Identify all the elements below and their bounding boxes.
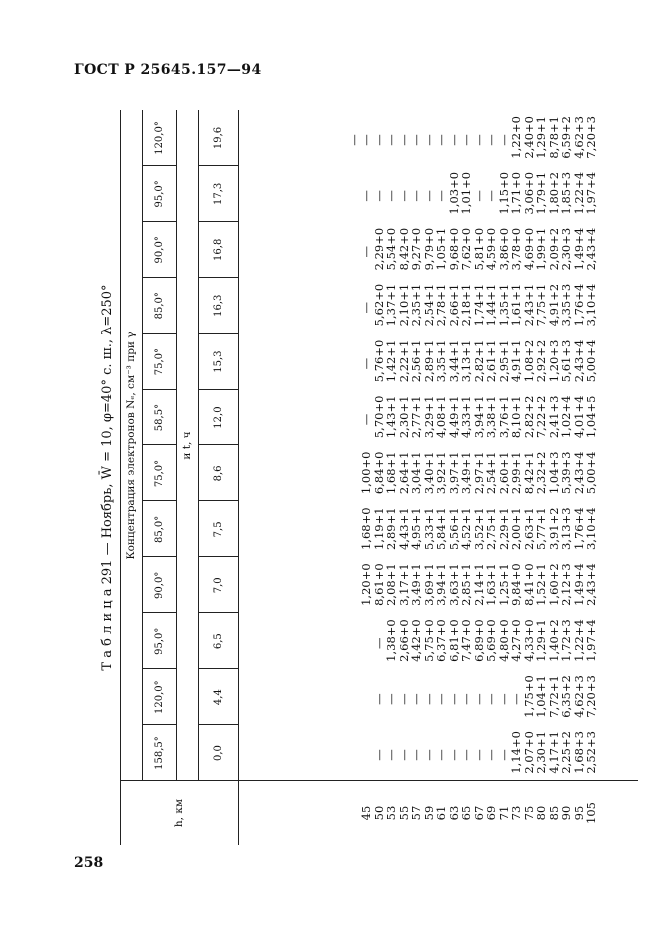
- table-cell: 5,56+1: [446, 507, 461, 550]
- table-cell: —: [471, 134, 486, 146]
- table-cell: 2,12+3: [559, 563, 573, 606]
- table-cell: —: [396, 749, 411, 761]
- table-cell: 2,43+1: [521, 283, 536, 327]
- table-cell: 1,99+1: [534, 227, 548, 271]
- table-cell: 3,44+1: [446, 339, 461, 383]
- table-cell: 8,41+0: [521, 563, 536, 606]
- table-cell: 2,82+1: [471, 339, 486, 383]
- table-cell: 8,42+0: [396, 227, 411, 271]
- table-cell: 3,49+1: [409, 563, 423, 606]
- table-cell: 2,30+1: [396, 395, 411, 439]
- gamma-header-cell: 75,0°: [153, 459, 165, 488]
- table-cell: 2,08+1: [384, 563, 398, 606]
- height-label: 105: [584, 802, 598, 824]
- table-cell: —: [359, 134, 373, 146]
- table-cell: 4,43+1: [396, 507, 411, 550]
- concentration-group-header: Концентрация электронов Nₑ, см⁻³ при γ: [125, 331, 137, 560]
- table-cell: —: [446, 693, 461, 705]
- table-cell: 4,95+1: [409, 507, 423, 550]
- table-cell: 1,68+1: [384, 451, 398, 495]
- table-cell: 4,91+1: [509, 339, 523, 383]
- table-cell: 1,03+0: [446, 171, 461, 215]
- height-label: 67: [471, 805, 486, 821]
- table-cell: —: [409, 693, 423, 705]
- table-cell: 7,20+3: [584, 675, 598, 718]
- height-column-header: h, км: [173, 798, 185, 828]
- table-cell: 2,54+1: [421, 283, 436, 327]
- table-cell: 5,61+3: [559, 339, 573, 383]
- table-cell: 3,10+4: [584, 507, 598, 550]
- table-cell: 1,76+4: [571, 507, 586, 550]
- table-cell: 9,27+0: [409, 227, 423, 271]
- height-label: 90: [559, 805, 573, 821]
- table-cell: —: [359, 357, 373, 370]
- table-cell: 2,52+3: [584, 731, 598, 774]
- table-cell: —: [371, 749, 386, 761]
- table-cell: 1,04+1: [534, 675, 548, 718]
- table-cell: 1,68+0: [359, 507, 373, 550]
- table-cell: 2,22+1: [396, 339, 411, 383]
- time-header: и t, ч: [181, 431, 193, 460]
- table-cell: 7,22+2: [534, 395, 548, 439]
- table-cell: 3,40+1: [421, 451, 436, 495]
- table-cell: 1,80+2: [546, 171, 561, 215]
- table-cell: 2,92+2: [534, 339, 548, 383]
- table-cell: 5,62+0: [371, 283, 386, 327]
- table-cell: 1,44+1: [484, 283, 498, 327]
- table-cell: 1,72+3: [559, 619, 573, 662]
- time-header-cell: 7,5: [212, 521, 224, 538]
- table-cell: 5,33+1: [421, 507, 436, 550]
- table-cell: 3,13+3: [559, 507, 573, 550]
- table-cell: 2,35+1: [409, 283, 423, 327]
- table-cell: 8,78+1: [546, 116, 561, 159]
- height-label: 45: [359, 805, 373, 821]
- table-cell: 2,97+1: [471, 451, 486, 495]
- time-header-cell: 15,3: [212, 350, 224, 373]
- table-cell: 1,25+1: [496, 563, 511, 606]
- table-cell: 2,09+2: [546, 227, 561, 271]
- rotated-table-block: [96, 110, 638, 845]
- table-cell: 1,49+4: [571, 227, 586, 271]
- table-cell: 2,99+1: [509, 451, 523, 495]
- table-cell: 1,35+1: [496, 283, 511, 327]
- table-cell: 2,54+1: [484, 451, 498, 495]
- table-cell: 6,37+0: [434, 619, 448, 662]
- table-cell: 3,92+1: [434, 451, 448, 495]
- table-cell: 2,18+1: [459, 283, 473, 327]
- table-cell: 1,14+0: [509, 731, 523, 774]
- table-cell: 1,29+1: [534, 116, 548, 159]
- table-cell: 3,29+1: [421, 395, 436, 439]
- gamma-header-cell: 120,0°: [153, 680, 165, 714]
- table-cell: 1,40+2: [546, 619, 561, 662]
- table-cell: 1,04+3: [546, 451, 561, 495]
- table-cell: 6,35+2: [559, 675, 573, 718]
- gamma-header-cell: 90,0°: [153, 571, 165, 599]
- table-cell: 5,70+0: [371, 395, 386, 439]
- table-cell: 2,43+4: [584, 227, 598, 271]
- table-cell: 3,38+1: [484, 395, 498, 439]
- table-cell: 5,77+1: [534, 507, 548, 550]
- time-header-cell: 12,0: [212, 406, 224, 429]
- table-cell: —: [496, 134, 511, 146]
- table-cell: 1,97+4: [584, 171, 598, 215]
- table-cell: —: [409, 749, 423, 761]
- table-cell: —: [471, 693, 486, 705]
- table-cell: 3,04+1: [409, 451, 423, 495]
- table-cell: 1,04+5: [584, 395, 598, 439]
- table-cell: 1,38+0: [384, 619, 398, 662]
- table-cell: 9,84+0: [509, 563, 523, 606]
- table-cell: 6,81+0: [446, 619, 461, 662]
- table-cell: —: [421, 190, 436, 202]
- table-cell: —: [446, 749, 461, 761]
- height-label: 59: [421, 805, 436, 821]
- table-cell: 3,10+4: [584, 283, 598, 327]
- table-cell: 2,00+1: [509, 507, 523, 550]
- table-cell: —: [396, 190, 411, 202]
- table-cell: 3,86+0: [496, 227, 511, 271]
- table-cell: 6,59+2: [559, 116, 573, 159]
- table-cell: 2,10+1: [396, 283, 411, 327]
- gamma-header-cell: 95,0°: [153, 627, 165, 655]
- gamma-header-cell: 90,0°: [153, 236, 165, 264]
- table-cell: 1,76+4: [571, 283, 586, 327]
- table-cell: —: [384, 190, 398, 202]
- table-cell: —: [434, 749, 448, 761]
- height-label: 57: [409, 805, 423, 821]
- table-cell: 2,43+4: [584, 563, 598, 606]
- table-cell: 3,91+2: [546, 507, 561, 550]
- gamma-header-cell: 85,0°: [153, 292, 165, 320]
- table-cell: 2,32+2: [534, 451, 548, 495]
- table-cell: 1,42+1: [384, 339, 398, 383]
- table-cell: —: [496, 693, 511, 705]
- table-cell: 1,97+4: [584, 619, 598, 662]
- table-cell: —: [459, 693, 473, 705]
- height-label: 61: [434, 805, 448, 821]
- table-cell: 2,14+1: [471, 563, 486, 606]
- table-cell: 5,39+3: [559, 451, 573, 495]
- table-cell: 4,91+2: [546, 283, 561, 327]
- height-label: 69: [484, 805, 498, 821]
- table-cell: —: [371, 637, 386, 649]
- table-cell: 5,69+0: [484, 619, 498, 662]
- table-cell: 6,84+0: [371, 451, 386, 495]
- table-cell: 3,13+1: [459, 339, 473, 383]
- table-cell: —: [471, 190, 486, 202]
- table-cell: 2,43+4: [571, 339, 586, 383]
- gamma-header-cell: 158,5°: [153, 736, 165, 770]
- table-cell: 1,49+4: [571, 563, 586, 606]
- table-cell: 2,07+0: [521, 731, 536, 774]
- table-cell: 2,89+1: [384, 507, 398, 550]
- table-cell: —: [359, 190, 373, 202]
- table-cell: 3,94+1: [434, 563, 448, 606]
- time-header-cell: 6,5: [212, 633, 224, 650]
- table-cell: 3,17+1: [396, 563, 411, 606]
- table-cell: 5,84+1: [434, 507, 448, 550]
- table-cell: 4,17+1: [546, 731, 561, 774]
- table-cell: 1,71+0: [509, 171, 523, 215]
- table-cell: 4,27+0: [509, 619, 523, 662]
- table-cell: 1,20+0: [359, 563, 373, 606]
- gamma-header-cell: 120,0°: [153, 121, 165, 155]
- gamma-header-cell: 95,0°: [153, 180, 165, 208]
- table-cell: 2,30+3: [559, 227, 573, 271]
- table-cell: 2,30+1: [534, 731, 548, 774]
- table-cell: 1,02+4: [559, 395, 573, 439]
- table-caption: Т а б л и ц а 291 — Ноябрь, W̄ = 10, φ=40° с. ш., λ=250°: [100, 284, 115, 671]
- table-cell: 2,66+0: [396, 619, 411, 662]
- table-cell: —: [409, 134, 423, 146]
- table-cell: —: [434, 134, 448, 146]
- table-cell: 2,78+1: [434, 283, 448, 327]
- table-cell: 2,77+1: [409, 395, 423, 439]
- table-cell: 8,42+1: [521, 451, 536, 495]
- table-cell: 2,64+1: [396, 451, 411, 495]
- time-header-cell: 0,0: [212, 745, 224, 761]
- table-cell: —: [346, 134, 361, 146]
- table-cell: —: [484, 693, 498, 705]
- table-cell: 2,41+3: [546, 395, 561, 439]
- table-cell: 2,89+1: [421, 339, 436, 383]
- table-cell: 3,35+1: [434, 339, 448, 383]
- table-cell: —: [409, 190, 423, 202]
- height-label: 50: [371, 805, 386, 821]
- table-cell: —: [384, 749, 398, 761]
- table-cell: 2,63+1: [521, 507, 536, 550]
- table-cell: 5,00+4: [584, 339, 598, 383]
- table-cell: 1,60+2: [546, 563, 561, 606]
- table-cell: 3,78+0: [509, 227, 523, 271]
- table-cell: —: [371, 693, 386, 705]
- height-label: 80: [534, 805, 548, 821]
- table-cell: 1,05+1: [434, 227, 448, 271]
- table-cell: 9,79+0: [421, 227, 436, 271]
- table-cell: 4,33+0: [521, 619, 536, 662]
- table-cell: 1,15+0: [496, 171, 511, 215]
- table-cell: 2,40+0: [521, 116, 536, 159]
- table-cell: 7,47+0: [459, 619, 473, 662]
- header-bottom-rule: [238, 110, 239, 845]
- table-cell: 4,08+1: [434, 395, 448, 439]
- height-label: 95: [571, 805, 586, 821]
- table-cell: 4,69+0: [521, 227, 536, 271]
- table-cell: 5,54+0: [384, 227, 398, 271]
- time-header-cell: 16,8: [212, 238, 224, 261]
- table-cell: 5,00+4: [584, 451, 598, 495]
- table-cell: 1,22+4: [571, 171, 586, 215]
- table-cell: 4,49+1: [446, 395, 461, 439]
- table-cell: 1,01+0: [459, 171, 473, 215]
- table-cell: —: [396, 134, 411, 146]
- table-cell: 1,29+1: [534, 619, 548, 662]
- data-table: [120, 110, 638, 845]
- table-cell: 1,63+1: [484, 563, 498, 606]
- table-cell: 3,63+1: [446, 563, 461, 606]
- table-cell: 3,97+1: [446, 451, 461, 495]
- table-cell: 4,80+0: [496, 619, 511, 662]
- height-label: 73: [509, 805, 523, 821]
- table-cell: 2,56+1: [409, 339, 423, 383]
- table-cell: 3,06+0: [521, 171, 536, 215]
- table-cell: —: [434, 693, 448, 705]
- table-cell: 1,22+0: [509, 116, 523, 159]
- gamma-header-cell: 58,5°: [153, 403, 165, 432]
- height-label: 75: [521, 805, 536, 821]
- table-cell: 4,01+4: [571, 395, 586, 439]
- table-cell: 1,68+3: [571, 731, 586, 774]
- table-cell: 2,85+1: [459, 563, 473, 606]
- table-cell: 4,62+3: [571, 675, 586, 718]
- table-cell: —: [484, 190, 498, 202]
- height-label: 65: [459, 805, 473, 821]
- table-cell: —: [484, 749, 498, 761]
- table-cell: —: [384, 693, 398, 705]
- height-label: 53: [384, 805, 398, 821]
- height-label: 63: [446, 805, 461, 821]
- table-cell: 2,29+1: [496, 507, 511, 550]
- table-cell: 2,82+2: [521, 395, 536, 439]
- time-header-cell: 4,4: [212, 689, 224, 706]
- table-cell: —: [446, 134, 461, 146]
- table-cell: —: [434, 190, 448, 202]
- table-cell: —: [359, 413, 373, 426]
- table-cell: 6,89+0: [471, 619, 486, 662]
- table-cell: —: [421, 693, 436, 705]
- table-cell: 1,43+1: [384, 395, 398, 439]
- gamma-header-cell: 75,0°: [153, 348, 165, 376]
- table-cell: 1,22+4: [571, 619, 586, 662]
- table-cell: 7,72+1: [546, 675, 561, 718]
- table-cell: —: [484, 134, 498, 146]
- table-cell: 1,74+1: [471, 283, 486, 327]
- table-cell: 3,52+1: [471, 507, 486, 550]
- height-label: 55: [396, 805, 411, 821]
- table-cell: 8,10+1: [509, 395, 523, 439]
- table-cell: 1,19+1: [371, 507, 386, 550]
- table-cell: 1,52+1: [534, 563, 548, 606]
- table-cell: 3,94+1: [471, 395, 486, 439]
- table-cell: 3,35+3: [559, 283, 573, 327]
- time-header-cell: 17,3: [212, 182, 224, 206]
- table-cell: —: [384, 134, 398, 146]
- table-cell: 3,69+1: [421, 563, 436, 606]
- table-cell: 1,75+0: [521, 675, 536, 718]
- table-cell: 5,75+0: [421, 619, 436, 662]
- table-cell: 3,76+1: [496, 395, 511, 439]
- table-cell: 2,43+4: [571, 451, 586, 495]
- table-cell: 1,61+1: [509, 283, 523, 327]
- table-cell: 2,75+1: [484, 507, 498, 550]
- table-cell: 3,49+1: [459, 451, 473, 495]
- table-cell: —: [459, 134, 473, 146]
- table-cell: 4,62+3: [571, 116, 586, 159]
- document-header: ГОСТ Р 25645.157—94: [74, 62, 262, 78]
- height-label: 85: [546, 805, 561, 821]
- table-cell: 8,61+0: [371, 563, 386, 606]
- height-label: 71: [496, 805, 511, 821]
- table-cell: —: [496, 749, 511, 761]
- table-cell: 1,79+1: [534, 171, 548, 215]
- table-cell: —: [421, 134, 436, 146]
- table-cell: 2,25+2: [559, 731, 573, 774]
- table-cell: 2,66+1: [446, 283, 461, 327]
- table-cell: —: [421, 749, 436, 761]
- table-cell: 7,62+0: [459, 227, 473, 271]
- table-cell: 2,60+1: [496, 451, 511, 495]
- table-cell: 2,61+1: [484, 339, 498, 383]
- table-cell: 7,75+1: [534, 283, 548, 327]
- table-cell: 1,85+3: [559, 171, 573, 215]
- table-cell: 1,00+0: [359, 451, 373, 495]
- table-cell: 9,68+0: [446, 227, 461, 271]
- table-cell: —: [371, 134, 386, 146]
- table-cell: 1,37+1: [384, 283, 398, 327]
- table-cell: 2,29+0: [371, 227, 386, 271]
- time-header-cell: 7,0: [212, 577, 224, 594]
- table-cell: —: [396, 693, 411, 705]
- table-cell: 7,20+3: [584, 116, 598, 159]
- table-cell: 1,20+3: [546, 339, 561, 383]
- table-cell: —: [509, 693, 523, 705]
- table-cell: —: [459, 749, 473, 761]
- table-cell: —: [471, 749, 486, 761]
- time-header-cell: 8,6: [212, 465, 224, 482]
- table-cell: —: [359, 246, 373, 258]
- table-cell: 4,52+1: [459, 507, 473, 550]
- time-header-cell: 16,3: [212, 294, 224, 317]
- table-cell: —: [359, 301, 373, 314]
- table-cell: 4,42+0: [409, 619, 423, 662]
- time-header-cell: 19,6: [212, 126, 224, 150]
- table-cell: 5,81+0: [471, 227, 486, 271]
- page-number: 258: [74, 855, 104, 871]
- table-cell: 2,95+1: [496, 339, 511, 383]
- table-cell: 5,76+0: [371, 339, 386, 383]
- table-cell: 4,59+0: [484, 227, 498, 271]
- table-cell: 1,08+2: [521, 339, 536, 383]
- gamma-header-cell: 85,0°: [153, 515, 165, 544]
- table-cell: —: [371, 190, 386, 202]
- table-cell: 4,33+1: [459, 395, 473, 439]
